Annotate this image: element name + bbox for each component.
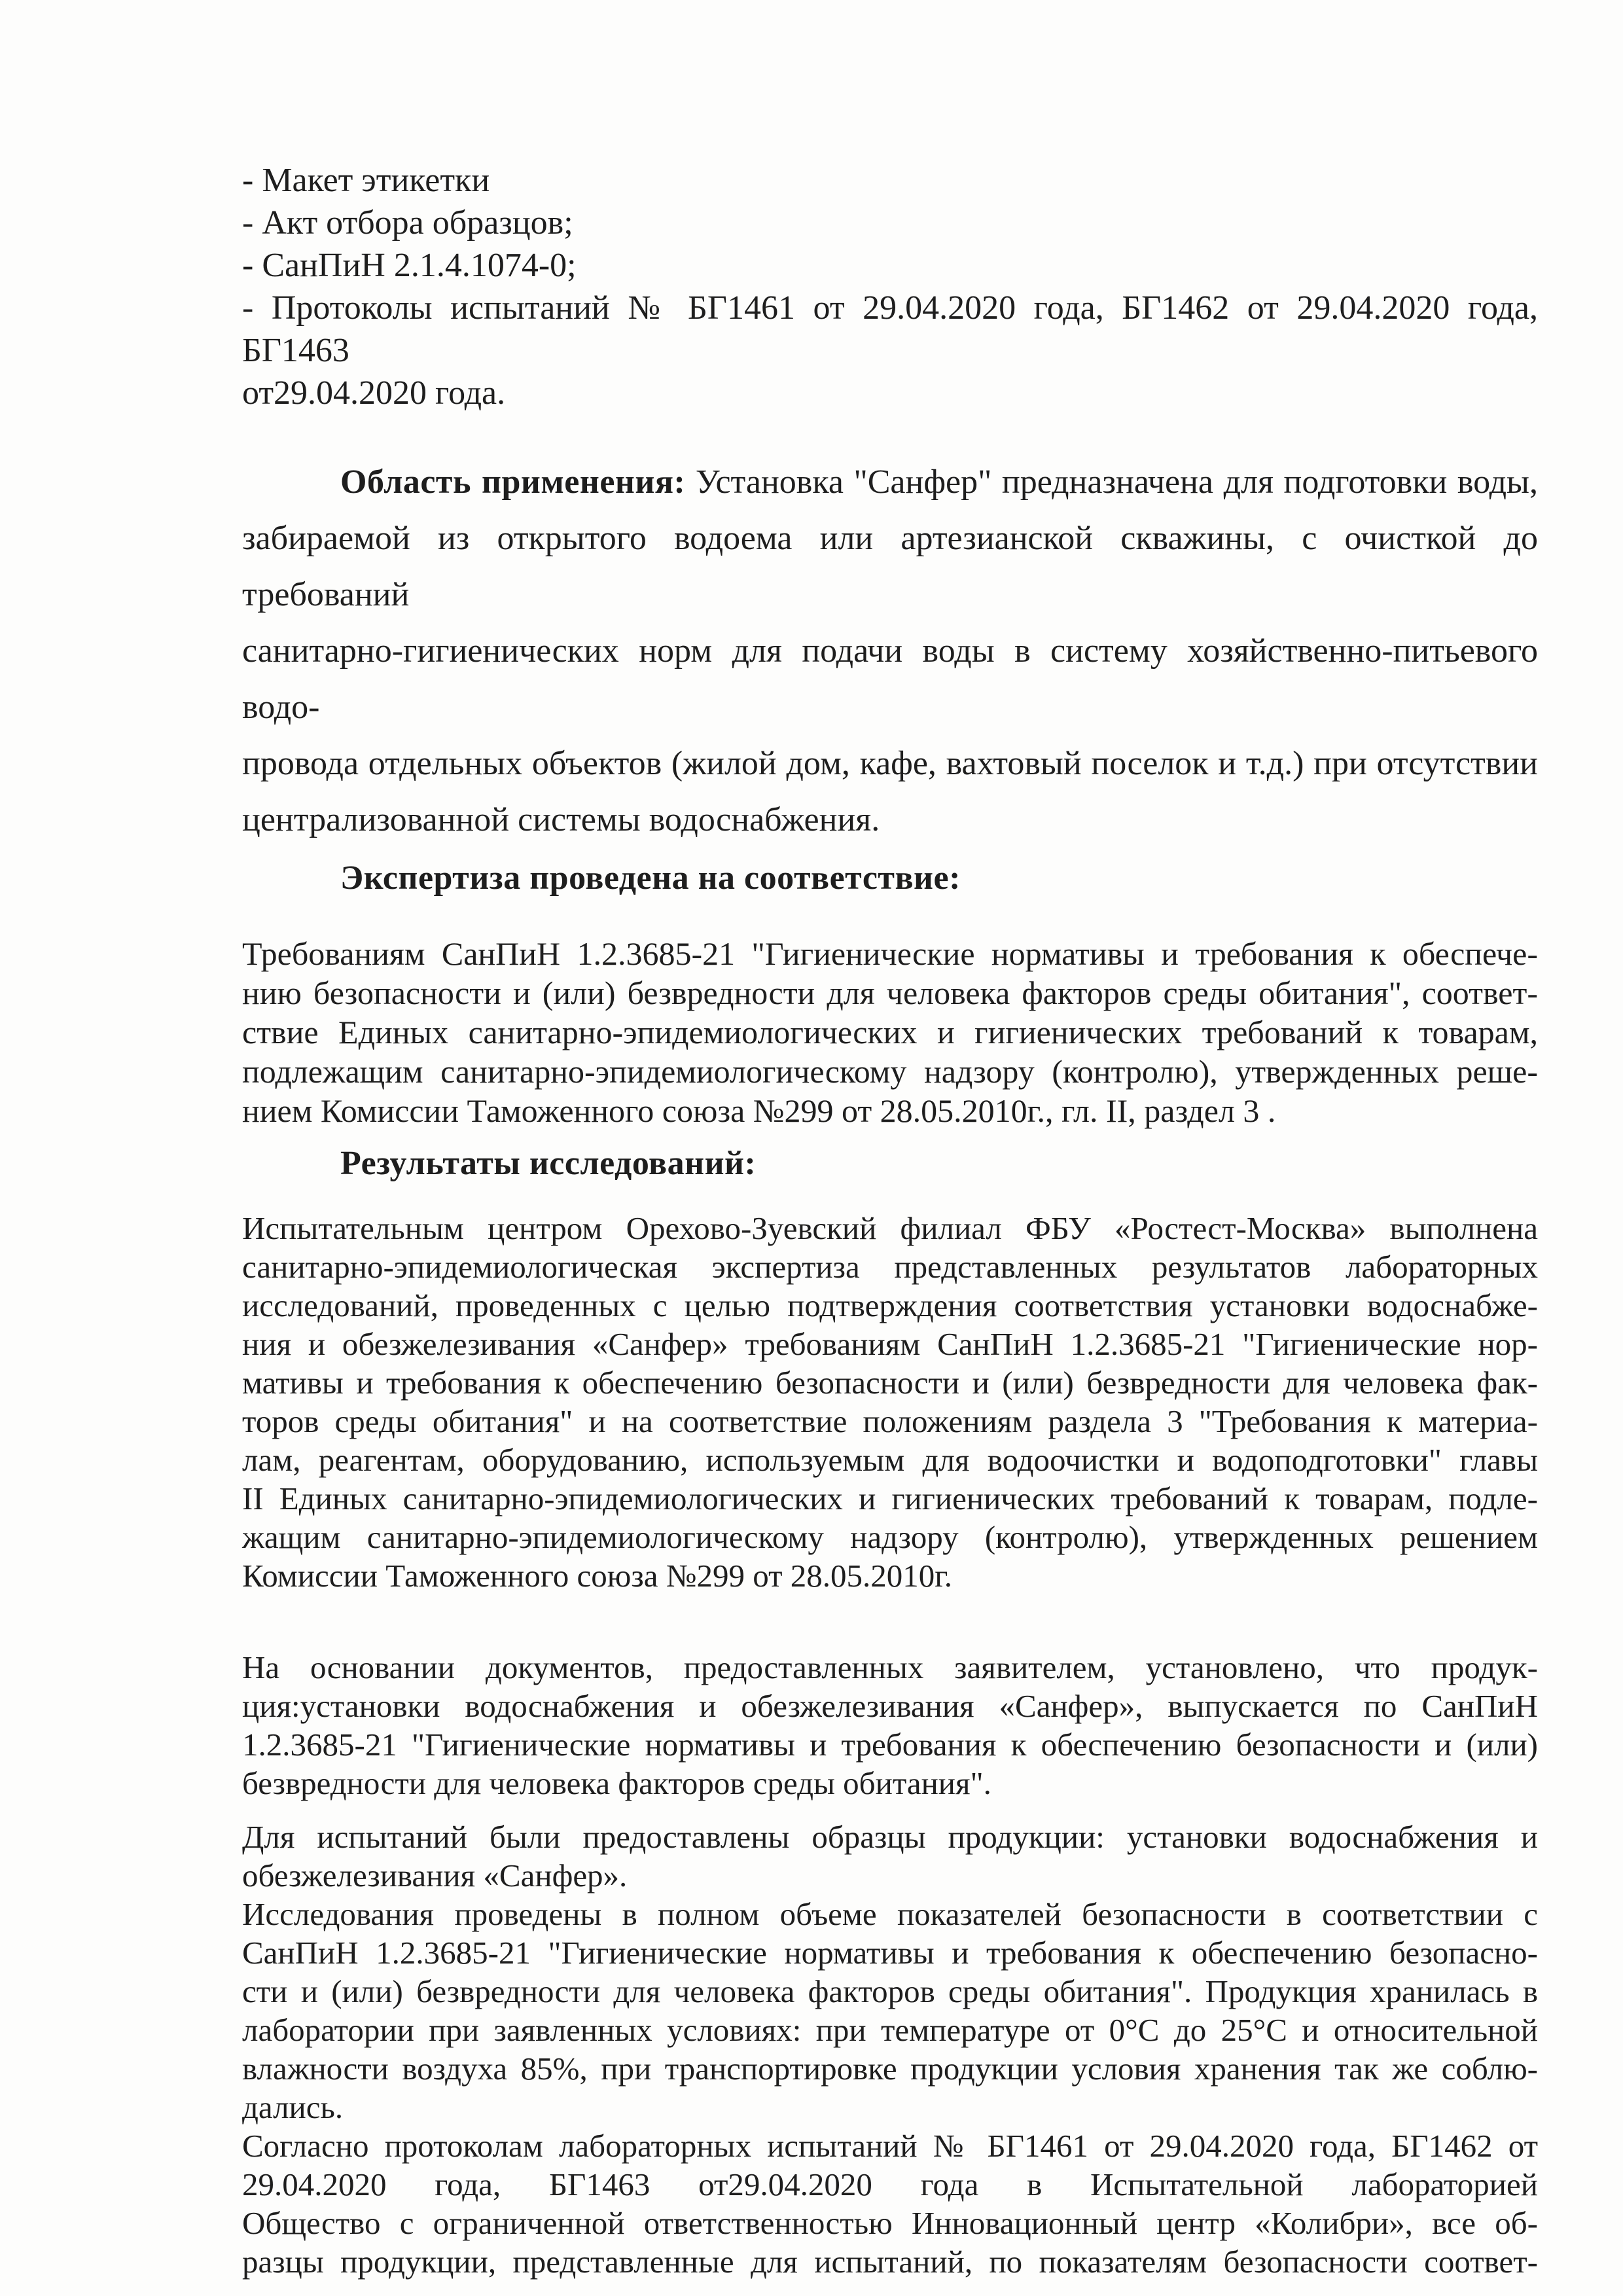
text-line: лаборатории при заявленных условиях: при температуре от 0°С до 25°С и относительной	[242, 2012, 1538, 2048]
expertise-compliance-heading	[242, 857, 1538, 899]
text-line: - Акт отбора образцов;	[242, 204, 573, 242]
text-line: Общество с ограниченной ответственностью Инновационный центр «Колибри», все об-	[242, 2205, 1538, 2241]
text-line: 1.2.3685-21 "Гигиенические нормативы и требования к обеспечению безопасности и (или)	[242, 1727, 1538, 1763]
text-line: торов среды обитания" и на соответствие положениям раздела 3 "Требования к материа-	[242, 1403, 1538, 1439]
text-line: Согласно протоколам лабораторных испытаний № БГ1461 от 29.04.2020 года, БГ1462 от	[242, 2128, 1538, 2164]
text-line: - Протоколы испытаний № БГ1461 от 29.04.2020 года, БГ1462 от 29.04.2020 года, БГ1463	[242, 289, 1538, 369]
text-line: исследований, проведенных с целью подтверждения соответствия установки водоснабже-	[242, 1287, 1538, 1323]
text-line: Исследования проведены в полном объеме показателей безопасности в соответствии с	[242, 1896, 1538, 1932]
research-results-paragraph	[242, 1209, 1538, 1595]
text-line: Комиссии Таможенного союза №299 от 28.05.2010г.	[242, 1558, 953, 1594]
bold-run-in: Результаты исследований:	[340, 1145, 757, 1182]
text-line: Для испытаний были предоставлены образцы продукции: установки водоснабжения и	[242, 1819, 1538, 1855]
text-line: разцы продукции, представленные для испытаний, по показателям безопасности соответ-	[242, 2244, 1538, 2280]
text-line: подлежащим санитарно-эпидемиологическому надзору (контролю), утвержденных реше-	[242, 1053, 1538, 1090]
text-line: провода отдельных объектов (жилой дом, кафе, вахтовый поселок и т.д.) при отсутствии	[242, 745, 1538, 782]
text-line: дались.	[242, 2089, 344, 2125]
text-line: Область применения: Установка "Санфер" предназначена для подготовки воды,	[340, 463, 1538, 501]
text-line: сти и (или) безвредности для человека факторов среды обитания". Продукция хранилась в	[242, 1973, 1538, 2009]
text-line: нию безопасности и (или) безвредности для человека факторов среды обитания", соответ-	[242, 975, 1538, 1011]
attached-documents-list	[242, 159, 1538, 414]
text-line: мативы и требования к обеспечению безопасности и (или) безвредности для человека фак-	[242, 1365, 1538, 1401]
text-line: санитарно-гигиенических норм для подачи воды в систему хозяйственно-питьевого водо-	[242, 632, 1538, 726]
text-line: На основании документов, предоставленных заявителем, установлено, что продук-	[242, 1649, 1538, 1685]
text-line: СанПиН 1.2.3685-21 "Гигиенические нормативы и требования к обеспечению безопасно-	[242, 1935, 1538, 1971]
bold-run-in: Экспертиза проведена на соответствие:	[340, 859, 961, 897]
research-results-heading	[242, 1142, 1538, 1185]
document-content	[242, 159, 1538, 2281]
text-line: централизованной системы водоснабжения.	[242, 801, 880, 838]
text-line: - СанПиН 2.1.4.1074-0;	[242, 247, 577, 284]
bold-run-in: Область применения:	[340, 463, 686, 501]
text-line: санитарно-эпидемиологическая экспертиза представленных результатов лабораторных	[242, 1249, 1538, 1285]
text-line: II Единых санитарно-эпидемиологических и гигиенических требований к товарам, подле-	[242, 1480, 1538, 1516]
compliance-requirements-paragraph	[242, 934, 1538, 1130]
text-line: Требованиям СанПиН 1.2.3685-21 "Гигиенические нормативы и требования к обеспече-	[242, 935, 1538, 972]
text-line: жащим санитарно-эпидемиологическому надзору (контролю), утвержденных решением	[242, 1519, 1538, 1555]
text-line: ция:установки водоснабжения и обезжелезивания «Санфер», выпускается по СанПиН	[242, 1688, 1538, 1724]
text-line: Испытательным центром Орехово-Зуевский филиал ФБУ «Ростест-Москва» выполнена	[242, 1210, 1538, 1246]
text-line: нием Комиссии Таможенного союза №299 от 28.05.2010г., гл. II, раздел 3 .	[242, 1092, 1276, 1129]
section-heading	[242, 1142, 1538, 1185]
text-line: забираемой из открытого водоема или артезианской скважины, с очисткой до требований	[242, 520, 1538, 613]
text-line: ния и обезжелезивания «Санфер» требованиям СанПиН 1.2.3685-21 "Гигиенические нор-	[242, 1326, 1538, 1362]
test-samples-paragraph	[242, 1818, 1538, 2281]
text-line: от29.04.2020 года.	[242, 374, 506, 412]
text-line: безвредности для человека факторов среды обитания".	[242, 1765, 991, 1801]
scope-of-application-paragraph	[242, 454, 1538, 848]
text-line: 29.04.2020 года, БГ1463 от29.04.2020 года в Испытательной лабораторией	[242, 2166, 1538, 2202]
text-line: обезжелезивания «Санфер».	[242, 1857, 628, 1893]
text-line: ствие Единых санитарно-эпидемиологических и гигиенических требований к товарам,	[242, 1014, 1538, 1050]
text-line: - Макет этикетки	[242, 162, 490, 199]
text-line: влажности воздуха 85%, при транспортировке продукции условия хранения так же соблю-	[242, 2051, 1538, 2087]
basis-of-documents-paragraph	[242, 1648, 1538, 1803]
section-heading	[242, 857, 1538, 899]
text-line: лам, реагентам, оборудованию, используемым для водоочистки и водоподготовки" главы	[242, 1442, 1538, 1478]
